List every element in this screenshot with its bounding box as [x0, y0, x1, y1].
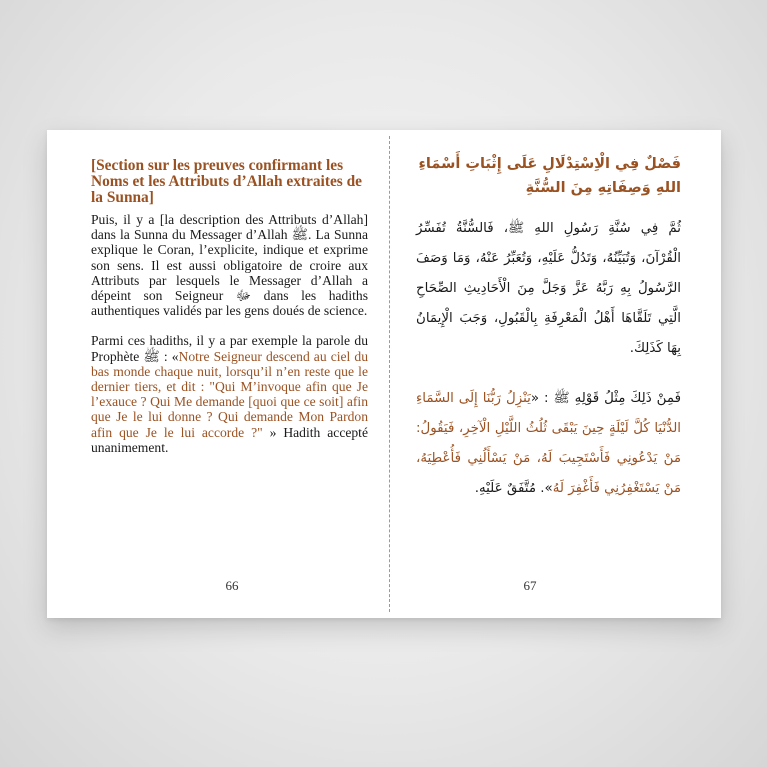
arabic-paragraph-2	[416, 384, 681, 504]
right-page	[390, 130, 721, 618]
french-paragraph-2	[91, 333, 368, 455]
section-title-arabic: فَصْلٌ فِي الْاِسْتِدْلَالِ عَلَى إِثْبَاتِ أَسْمَاءِ اللهِ وَصِفَاتِهِ مِنَ السُّنَّةِ	[418, 156, 681, 196]
hadith-intro-arabic: فَمِنْ ذَلِكَ مِثْلُ قَوْلِهِ ﷺ : «	[530, 391, 681, 406]
page-number-right: 67	[523, 578, 537, 593]
hadith-source-arabic: ». مُتَّفَقٌ عَلَيْهِ.	[474, 481, 553, 496]
french-paragraph-1: Puis, il y a [la description des Attributs d’Allah] dans la Sunna du Messager d’Allah ﷺ. La Sunna explique le Coran, l’explicite, indique et exprime son sens. Il est aussi obligatoire de croire aux Attributs par lesquels le Messager d’Allah a dépeint son Seigneur ﷻ dans les hadiths authentiques validés par les gens doués de science.	[91, 212, 368, 319]
hadith-quote-arabic: يَنْزِلُ رَبُّنَا إِلَى السَّمَاءِ الدُّنْيَا كُلَّ لَيْلَةٍ حِينَ يَبْقَى ثُلُثُ اللَّيْلِ الْآخِرِ، فَيَقُولُ: مَنْ يَدْعُونِي فَأَسْتَجِيبَ لَهُ، مَنْ يَسْأَلُنِي فَأُعْطِيَهُ، مَنْ يَسْتَغْفِرُنِي فَأَغْفِرَ لَهُ	[416, 391, 681, 496]
page-number-left: 66	[225, 578, 239, 593]
hadith-source-french: » Hadith accepté unanimement.	[91, 424, 368, 455]
left-page	[47, 130, 390, 618]
arabic-paragraph-1: ثُمَّ فِي سُنَّةِ رَسُولِ اللهِ ﷺ، فَالسُّنَّةُ تُفَسِّرُ الْقُرْآنَ، وَتُبَيِّنُهُ، وَتَدُلُّ عَلَيْهِ، وَتُعَبِّرُ عَنْهُ، وَمَا وَصَفَ الرَّسُولُ بِهِ رَبَّهُ عَزَّ وَجَلَّ مِنَ الْأَحَادِيثِ الصِّحَاحِ الَّتِي تَلَقَّاهَا أَهْلُ الْمَعْرِفَةِ بِالْقَبُولِ، وَجَبَ الْإِيمَانُ بِهَا كَذَلِكَ.	[416, 221, 681, 356]
open-book	[47, 130, 721, 618]
hadith-quote-french: Notre Seigneur descend au ciel du bas monde chaque nuit, lorsqu’il n’en reste que le dernier tiers, et dit : "Qui M’invoque afin que Je l’exauce ? Qui Me demande [quoi que ce soit] afin que Je le lui donne ? Qui demande Mon Pardon afin que Je le lui accorde ?"	[91, 348, 368, 440]
hadith-intro-french: Parmi ces hadiths, il y a par exemple la parole du Prophète ﷺ : «	[91, 333, 368, 364]
section-title-french: [Section sur les preuves confirmant les Noms et les Attributs d’Allah extraites de la Sunna]	[91, 157, 363, 206]
